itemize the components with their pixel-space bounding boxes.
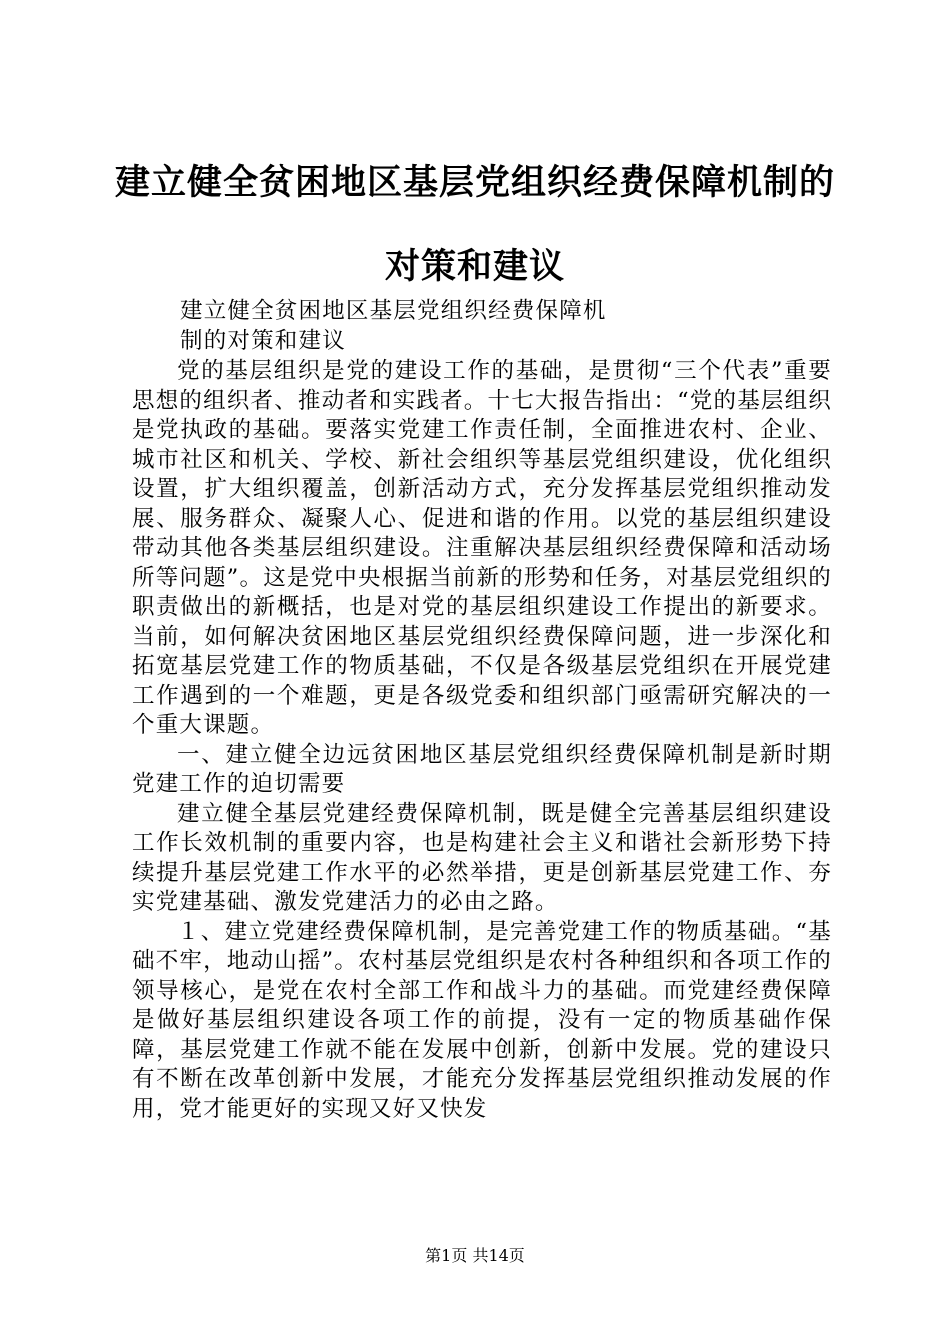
document-subtitle-line-1: 建立健全贫困地区基层党组织经费保障机 (180, 298, 607, 324)
document-body (132, 357, 832, 1124)
document-title-line-2: 对策和建议 (384, 247, 565, 287)
page-footer: 第1页 共14页 (425, 1246, 525, 1265)
document-subtitle-line-2: 制的对策和建议 (180, 328, 346, 354)
section-heading-1: 一、建立健全边远贫困地区基层党组织经费保障机制是新时期党建工作的迫切需要 (132, 741, 832, 797)
paragraph-section-1: 建立健全基层党建经费保障机制，既是健全完善基层组织建设工作长效机制的重要内容，也是构建社会主义和谐社会新形势下持续提升基层党建工作水平的必然举措，更是创新基层党建工作、夯实党建基础、激发党建活力的必由之路。 (132, 800, 832, 915)
paragraph-point-1: １、建立党建经费保障机制，是完善党建工作的物质基础。“基础不牢，地动山摇”。农村基层党组织是农村各种组织和各项工作的领导核心，是党在农村全部工作和战斗力的基础。而党建经费保障是做好基层组织建设各项工作的前提，没有一定的物质基础作保障，基层党建工作就不能在发展中创新，创新中发展。党的建设只有不断在改革创新中发展，才能充分发挥基层党组织推动发展的作用，党才能更好的实现又好又快发 (132, 918, 833, 1122)
document-title-line-1: 建立健全贫困地区基层党组织经费保障机制的 (114, 163, 835, 203)
paragraph-intro: 党的基层组织是党的建设工作的基础，是贯彻“三个代表”重要思想的组织者、推动者和实践者。十七大报告指出：“党的基层组织是党执政的基础。要落实党建工作责任制，全面推进农村、企业、城市社区和机关、学校、新社会组织等基层党组织建设，优化组织设置，扩大组织覆盖，创新活动方式，充分发挥基层党组织推动发展、服务群众、凝聚人心、促进和谐的作用。以党的基层组织建设带动其他各类基层组织建设。注重解决基层组织经费保障和活动场所等问题”。这是党中央根据当前新的形势和任务，对基层党组织的职责做出的新概括，也是对党的基层组织建设工作提出的新要求。当前，如何解决贫困地区基层党组织经费保障问题，进一步深化和拓宽基层党建工作的物质基础，不仅是各级基层党组织在开展党建工作遇到的一个难题，更是各级党委和组织部门亟需研究解决的一个重大课题。 (132, 358, 833, 738)
